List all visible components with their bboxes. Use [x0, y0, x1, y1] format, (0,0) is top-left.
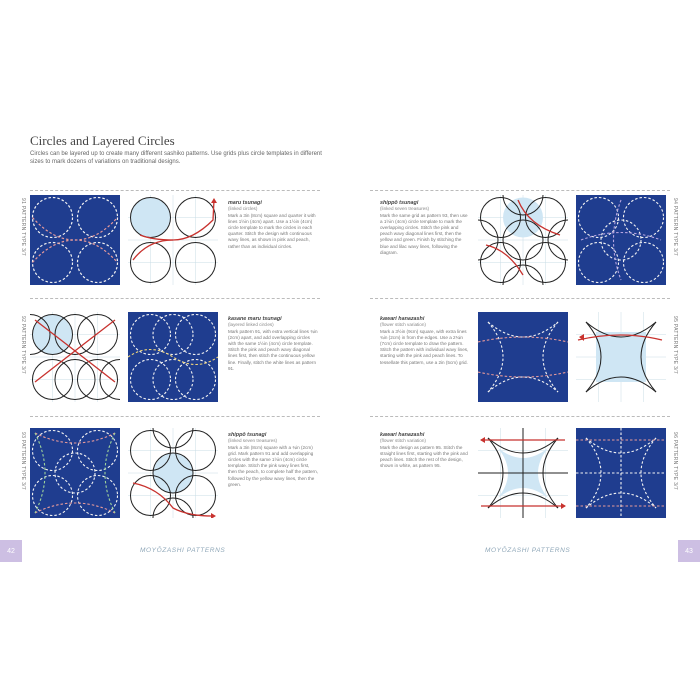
pattern-diagram-92 — [30, 312, 120, 402]
stitched-sample-91 — [30, 195, 120, 285]
pattern-number-92: 92 PATTERN TYPE 3/7 — [20, 316, 26, 374]
pattern-description: Mark a 3in (8cm) square with a ¾in (2cm) grid. Mark pattern 91 and add overlapping circles with the same 1½in (4cm) circle template. Stitch the pink wavy lines first, then the peach, to complete half the pattern, followed by the yellow wavy lines, then the green. — [228, 444, 318, 487]
pattern-diagram-96 — [478, 428, 568, 518]
pattern-description: Mark the design as pattern 95. Stitch the straight lines first, starting with the pink and peach lines. Stitch the rest of the design, shown in white, as pattern 95. — [380, 444, 468, 469]
stitched-sample-94 — [576, 195, 666, 285]
stitched-sample-93 — [30, 428, 120, 518]
pattern-name: kawari hanazashi — [380, 432, 425, 438]
pattern-text-92 — [228, 316, 318, 372]
footer-label-right: MOYŌZASHI PATTERNS — [485, 547, 571, 554]
pattern-number-91: 91 PATTERN TYPE 3/7 — [20, 198, 26, 256]
footer-label-left: MOYŌZASHI PATTERNS — [140, 547, 226, 554]
pattern-subtitle: (flower stitch variation) — [380, 322, 426, 328]
pattern-number-95: 95 PATTERN TYPE 3/7 — [672, 316, 678, 374]
stitched-sample-95 — [478, 312, 568, 402]
stitched-sample-92 — [128, 312, 218, 402]
stitched-sample-96 — [576, 428, 666, 518]
divider — [30, 416, 320, 417]
pattern-number-96: 96 PATTERN TYPE 3/7 — [672, 432, 678, 490]
pattern-text-94 — [380, 200, 470, 256]
pattern-subtitle: (flower stitch variation) — [380, 438, 426, 444]
pattern-text-96 — [380, 432, 470, 469]
pattern-name: shippō tsunagi — [228, 432, 267, 438]
pattern-text-95 — [380, 316, 470, 366]
pattern-description: Mark a 3½in (9cm) square, with extra lines ¾in (2cm) in from the edges. Use a 2¾in (7cm) circle template to draw the pattern. Stitch the pattern with individual wavy lines, starting with the pink and peach lines. To tessellate this pattern, use a 2in (5cm) grid. — [380, 328, 469, 365]
pattern-number-94: 94 PATTERN TYPE 3/7 — [672, 198, 678, 256]
page-number-right: 43 — [678, 540, 700, 562]
pattern-diagram-95 — [576, 312, 666, 402]
divider-left — [30, 190, 320, 191]
pattern-name: kasane maru tsunagi — [228, 316, 282, 322]
divider-right — [370, 190, 670, 191]
intro-text: Circles can be layered up to create many different sashiko patterns. Use grids plus circle templates in different sizes to mark dozens of variations on traditional designs. — [30, 151, 322, 165]
pattern-name: maru tsunagi — [228, 200, 262, 206]
pattern-description: Mark pattern 91, with extra vertical lines ¾in (2cm) apart, and add overlapping circles with the same 1½in (4cm) circle template. Stitch the pink and peach wavy diagonal lines first, then stitch the continuous yellow line. Finally, stitch the white lines as pattern 91. — [228, 328, 318, 371]
divider — [370, 298, 670, 299]
pattern-diagram-94 — [478, 195, 568, 285]
page-title: Circles and Layered Circles — [30, 133, 175, 148]
pattern-diagram-91 — [128, 195, 218, 285]
pattern-subtitle: (linked seven treasures) — [228, 438, 278, 444]
pattern-name: kawari hanazashi — [380, 316, 425, 322]
pattern-text-91 — [228, 200, 318, 250]
pattern-subtitle: (layered linked circles) — [228, 322, 274, 328]
divider — [30, 298, 320, 299]
pattern-diagram-93 — [128, 428, 218, 518]
pattern-number-93: 93 PATTERN TYPE 3/7 — [20, 432, 26, 490]
pattern-subtitle: (linked seven treasures) — [380, 206, 430, 212]
pattern-name: shippō tsunagi — [380, 200, 419, 206]
pattern-text-93 — [228, 432, 318, 488]
pattern-description: Mark the same grid as pattern 93, then use a 1½in (4cm) circle template to mark the overlapping circles. Stitch the pink and peach wavy diagonal lines first, then the yellow and green. Finish by stitching the blue and lilac wavy lines, following the diagram. — [380, 212, 468, 255]
pattern-subtitle: (linked circles) — [228, 206, 258, 212]
pattern-description: Mark a 3in (8cm) square and quarter it with lines 1½in (4cm) apart. Use a 1½in (4cm) circle template to mark the circles in each quarter. Stitch the design with continuous wavy lines, as shown in pink and peach, rather than as individual circles. — [228, 212, 316, 249]
divider — [370, 416, 670, 417]
page-number-left: 42 — [0, 540, 22, 562]
